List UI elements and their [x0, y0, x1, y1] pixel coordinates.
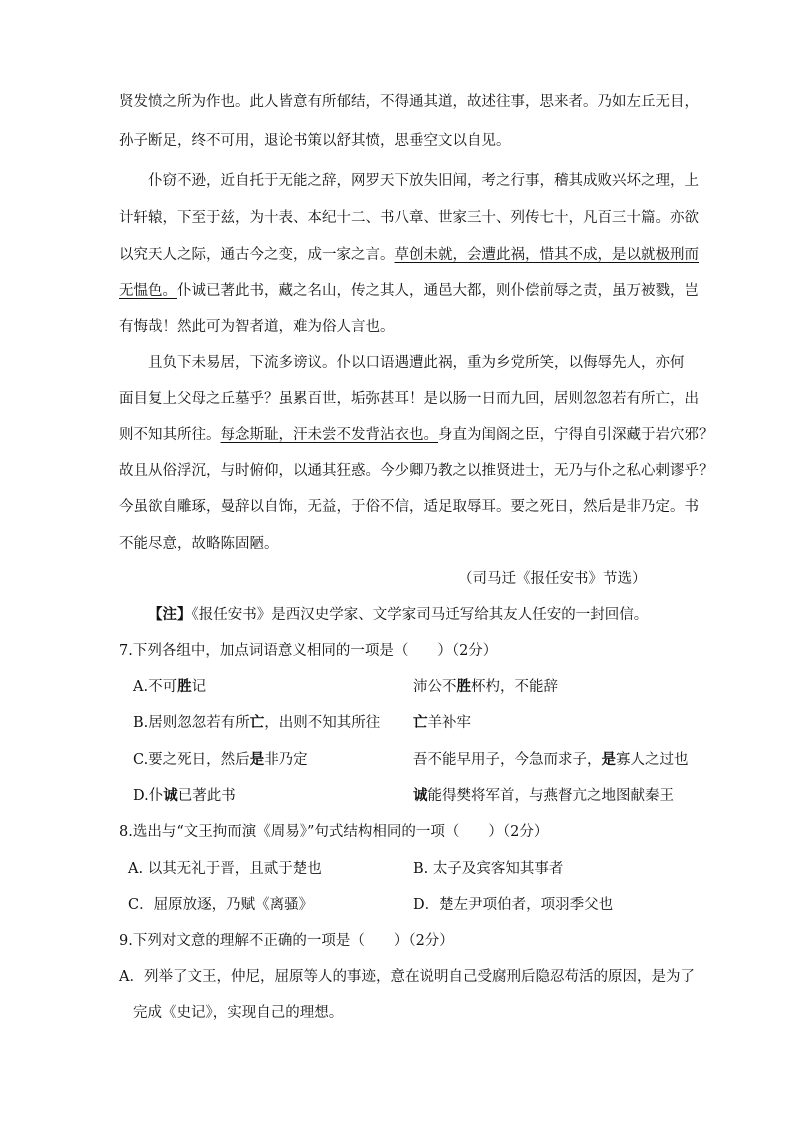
passage-line: 面目复上父母之丘墓乎？虽累百世，垢弥甚耳！是以肠一日而九回，居则忽忽若有所亡，出 — [119, 391, 699, 407]
q7-option-b-right: 亡羊补牢 — [413, 714, 471, 731]
dotted-word: 亡 — [413, 714, 428, 731]
note-text: 《报任安书》是西汉史学家、文学家司马迁写给其友人任安的一封回信。 — [191, 607, 649, 623]
passage-line — [119, 281, 699, 301]
passage-text: 仆诚已著此书，藏之名山，传之其人，通邑大都，则仆偿前辱之责，虽万被戮，岂 — [177, 283, 699, 299]
q7-option-b-left: B.居则忽忽若有所亡，出则不知其所往 — [133, 714, 381, 731]
passage-line: 贤发愤之所为作也。此人皆意有所郁结，不得通其道，故述往事，思来者。乃如左丘无目， — [119, 94, 699, 110]
question-7-stem: 7.下列各组中，加点词语意义相同的一项是（ ）（2分） — [119, 643, 498, 659]
passage-line: 不能尽意，故略陈固陋。 — [119, 536, 279, 552]
q8-option-a: A. 以其无礼于晋，且贰于楚也 — [128, 861, 322, 877]
passage-text: 身直为闺阁之臣，宁得自引深藏于岩穴邪？ — [438, 427, 714, 443]
dotted-word: 是 — [249, 751, 265, 768]
passage-line: 孙子断足，终不可用，退论书策以舒其愤，思垂空文以自见。 — [119, 133, 511, 149]
q7-option-a-left: A.不可胜记 — [133, 678, 207, 695]
passage-text: 以究天人之际，通古今之变，成一家之言。 — [119, 247, 395, 263]
q8-option-c: C．屈原放逐，乃赋《离骚》 — [128, 897, 314, 913]
q7-option-c-left: C.要之死日，然后是非乃定 — [133, 751, 308, 768]
q9-option-a: A．列举了文王，仲尼，屈原等人的事迹，意在说明自己受腐刑后隐忍苟活的原因，是为了 — [119, 969, 695, 985]
passage-line: 有悔哉！然此可为智者道，难为俗人言也。 — [119, 319, 395, 335]
passage-line: 且负下未易居，下流多谤议。仆以口语遇遭此祸，重为乡党所笑，以侮辱先人，亦何 — [148, 355, 685, 371]
underlined-sentence: 每念斯耻，汗未尝不发背沾衣也。 — [220, 427, 438, 443]
dotted-word: 胜 — [456, 678, 471, 695]
dotted-word: 诚 — [163, 787, 178, 804]
passage-line — [119, 425, 714, 445]
dotted-word: 诚 — [413, 787, 428, 804]
q9-option-a-cont: 完成《史记》，实现自己的理想。 — [133, 1005, 344, 1021]
q7-option-d-left: D.仆诚已著此书 — [133, 787, 236, 804]
dotted-word: 胜 — [177, 678, 192, 695]
passage-source: （司马迁《报任安书》节选） — [458, 571, 647, 587]
note-tag: 【注】 — [148, 606, 192, 623]
passage-line: 计轩辕，下至于兹，为十表、本纪十二、书八章、世家三十、列传七十，凡百三十篇。亦欲 — [119, 210, 699, 226]
dotted-word: 是 — [601, 751, 616, 768]
underlined-sentence: 无愠色。 — [119, 283, 177, 299]
question-9-stem: 9.下列对文意的理解不正确的一项是（ ）（2分） — [119, 933, 454, 949]
q7-option-d-right: 诚能得樊将军首，与燕督亢之地图献秦王 — [413, 787, 674, 804]
q7-option-c-right: 吾不能早用子，今急而求子，是寡人之过也 — [413, 751, 689, 768]
dotted-word: 亡 — [249, 714, 265, 731]
passage-line: 故且从俗浮沉，与时俯仰，以通其狂惑。今少卿乃教之以推贤进士，无乃与仆之私心剌谬乎？ — [119, 463, 714, 479]
q7-option-a-right: 沛公不胜杯杓，不能辞 — [413, 678, 558, 695]
passage-line: 今虽欲自雕琢，曼辞以自饰，无益，于俗不信，适足取辱耳。要之死日，然后是非乃定。书 — [119, 499, 699, 515]
underlined-sentence: 草创未就，会遭此祸，惜其不成，是以就极刑而 — [394, 247, 699, 263]
passage-line — [119, 245, 699, 265]
question-8-stem: 8.选出与“文王拘而演《周易》”句式结构相同的一项（ ）（2分） — [119, 824, 549, 840]
passage-text: 则不知其所往。 — [119, 427, 221, 443]
note-line — [148, 605, 648, 625]
q8-option-b: B. 太子及宾客知其事者 — [413, 861, 564, 877]
q8-option-d: D．楚左尹项伯者，项羽季父也 — [413, 897, 614, 913]
passage-line: 仆窃不逊，近自托于无能之辞，网罗天下放失旧闻，考之行事，稽其成败兴坏之理，上 — [148, 173, 699, 189]
